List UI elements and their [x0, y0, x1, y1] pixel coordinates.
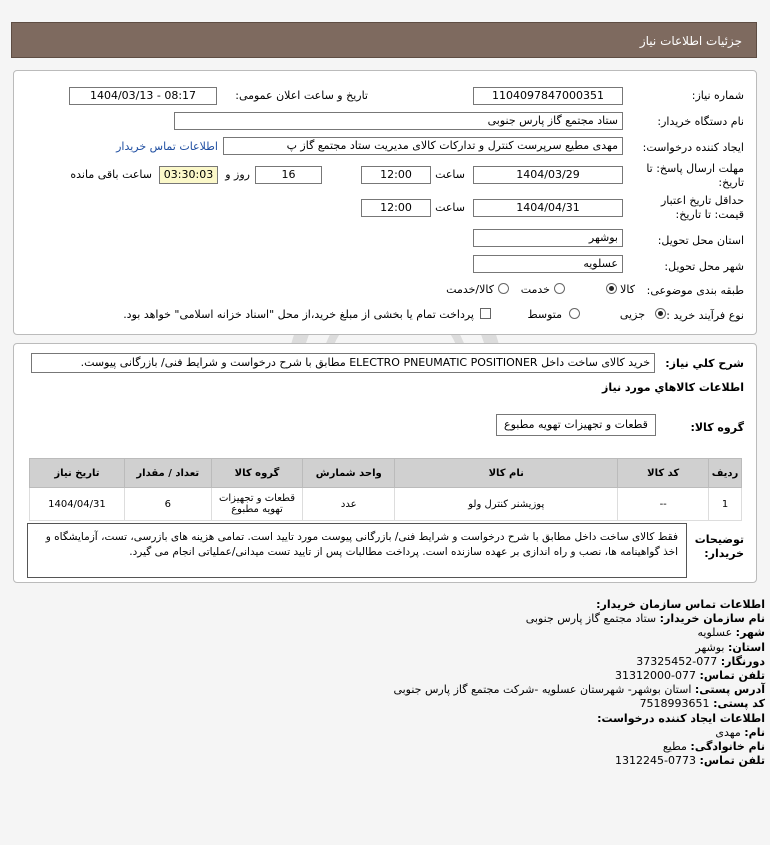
category-option-goods: کالا [620, 283, 635, 296]
category-option-service: خدمت [520, 283, 550, 296]
table-header-row [30, 459, 742, 488]
days-field: 16 [255, 166, 322, 184]
notes-field: فقط کالای ساخت داخل مطابق با شرح درخواست و شرایط فنی/ بازرگانی پیوست مورد تایید است. تمامی هزینه های بازرسی، تست، آزمایشگاه و اخذ گواهینامه ها، نصب و راه اندازی بر عهده سازنده است. پرداخت مطالبات پس از تایید تست میدانی/عملیاتی انجام می گیرد. [27, 523, 687, 578]
col-header: تعداد / مقدار [124, 459, 211, 488]
goods-group-label: گروه كالا: [690, 421, 744, 434]
creator-phone-line: تلفن تماس: 0773-1312245 [615, 754, 765, 768]
category-radio-goods[interactable] [606, 283, 617, 294]
province-label: استان محل تحویل: [657, 234, 744, 247]
cell-unit: عدد [303, 488, 395, 521]
validity-time-label: ساعت [435, 201, 465, 214]
cell-qty: 6 [124, 488, 211, 521]
col-header: ردیف [709, 459, 742, 488]
process-radio-partial[interactable] [655, 308, 666, 319]
validity-date-field: 1404/04/31 [473, 199, 623, 217]
deadline-time-label: ساعت [435, 168, 465, 181]
province-field: بوشهر [473, 229, 623, 247]
col-header: گروه کالا [211, 459, 303, 488]
notes-label: توضیحات خریدار: [694, 533, 744, 560]
need-number-label: شماره نیاز: [691, 89, 744, 102]
need-number-field: 1104097847000351 [473, 87, 623, 105]
summary-label: شرح كلي نياز: [665, 357, 744, 370]
days-label: روز و [225, 168, 250, 181]
fax-line: دورنگار: 077-37325452 [636, 654, 765, 668]
goods-group-field: قطعات و تجهیزات تهویه مطبوع [496, 414, 656, 436]
contact-section [20, 598, 765, 768]
city-label: شهر محل تحویل: [664, 260, 744, 273]
remaining-time-field: 03:30:03 [159, 166, 218, 184]
org-name-line: نام سازمان خریدار: ستاد مجتمع گاز پارس جنوبی [525, 612, 765, 626]
phone-line: تلفن تماس: 077-31312000 [615, 669, 765, 683]
last-name-line: نام خانوادگی: مطیع [662, 740, 765, 754]
creator-field: مهدی مطیع سرپرست کنترل و تدارکات کالای مدیریت ستاد مجتمع گاز پ [223, 137, 623, 155]
col-header: تاریخ نیاز [30, 459, 125, 488]
org-title: اطلاعات تماس سازمان خریدار: [596, 598, 765, 611]
first-name-line: نام: مهدی [715, 725, 765, 739]
process-label: نوع فرآیند خرید : [666, 309, 744, 322]
address-line: آدرس پستی: استان بوشهر- شهرستان عسلویه -شرکت مجتمع گاز پارس جنوبی [393, 683, 765, 697]
remaining-label: ساعت باقی مانده [70, 168, 152, 181]
cell-row: 1 [709, 488, 742, 521]
page-header [11, 22, 757, 58]
col-header: واحد شمارش [303, 459, 395, 488]
process-option-partial: جزیی [619, 308, 645, 321]
cell-code: -- [618, 488, 709, 521]
process-option-medium: متوسط [527, 308, 562, 321]
category-radio-goods-service[interactable] [498, 283, 509, 294]
postal-line: کد پستی: 7518993651 [639, 697, 765, 711]
cell-date: 1404/04/31 [30, 488, 125, 521]
creator-title: اطلاعات ایجاد کننده درخواست: [597, 711, 765, 725]
treasury-checkbox[interactable] [480, 308, 491, 319]
cell-group: قطعات و تجهیزات تهویه مطبوع [211, 488, 303, 521]
creator-label: ایجاد کننده درخواست: [642, 141, 744, 154]
col-header: نام کالا [395, 459, 618, 488]
deadline-date-field: 1404/03/29 [473, 166, 623, 184]
province-line: استان: بوشهر [695, 640, 765, 654]
announce-label: تاریخ و ساعت اعلان عمومی: [235, 89, 368, 102]
page-title: جزئیات اطلاعات نیاز [639, 34, 742, 48]
goods-table [29, 458, 742, 521]
announce-field: 1404/03/13 - 08:17 [69, 87, 217, 105]
buyer-contact-link[interactable]: اطلاعات تماس خریدار [116, 140, 218, 153]
payment-note: پرداخت تمام یا بخشی از مبلغ خرید،از محل "اسناد خزانه اسلامی" خواهد بود. [123, 308, 474, 321]
city-line: شهر: عسلویه [697, 626, 765, 640]
category-label: طبقه بندی موضوعی: [646, 284, 744, 297]
summary-field: خرید کالای ساخت داخل ELECTRO PNEUMATIC POSITIONER مطابق با شرح درخواست و شرایط فنی/ بازرگانی پیوست. [31, 353, 655, 373]
city-field: عسلویه [473, 255, 623, 273]
category-radio-service[interactable] [554, 283, 565, 294]
buyer-org-field: ستاد مجتمع گاز پارس جنوبی [174, 112, 623, 130]
category-option-goods-service: کالا/خدمت [446, 283, 494, 296]
process-radio-medium[interactable] [569, 308, 580, 319]
buyer-org-label: نام دستگاه خریدار: [657, 115, 744, 128]
cell-name: پوزیشنر کنترل ولو [395, 488, 618, 521]
validity-label: حداقل تاریخ اعتبار قیمت: تا تاریخ: [660, 194, 744, 221]
table-row [30, 488, 742, 521]
deadline-time-field: 12:00 [361, 166, 431, 184]
validity-time-field: 12:00 [361, 199, 431, 217]
goods-info-title: اطلاعات كالاهاي مورد نياز [602, 381, 744, 394]
deadline-label: مهلت ارسال پاسخ: تا تاریخ: [646, 162, 744, 189]
col-header: کد کالا [618, 459, 709, 488]
